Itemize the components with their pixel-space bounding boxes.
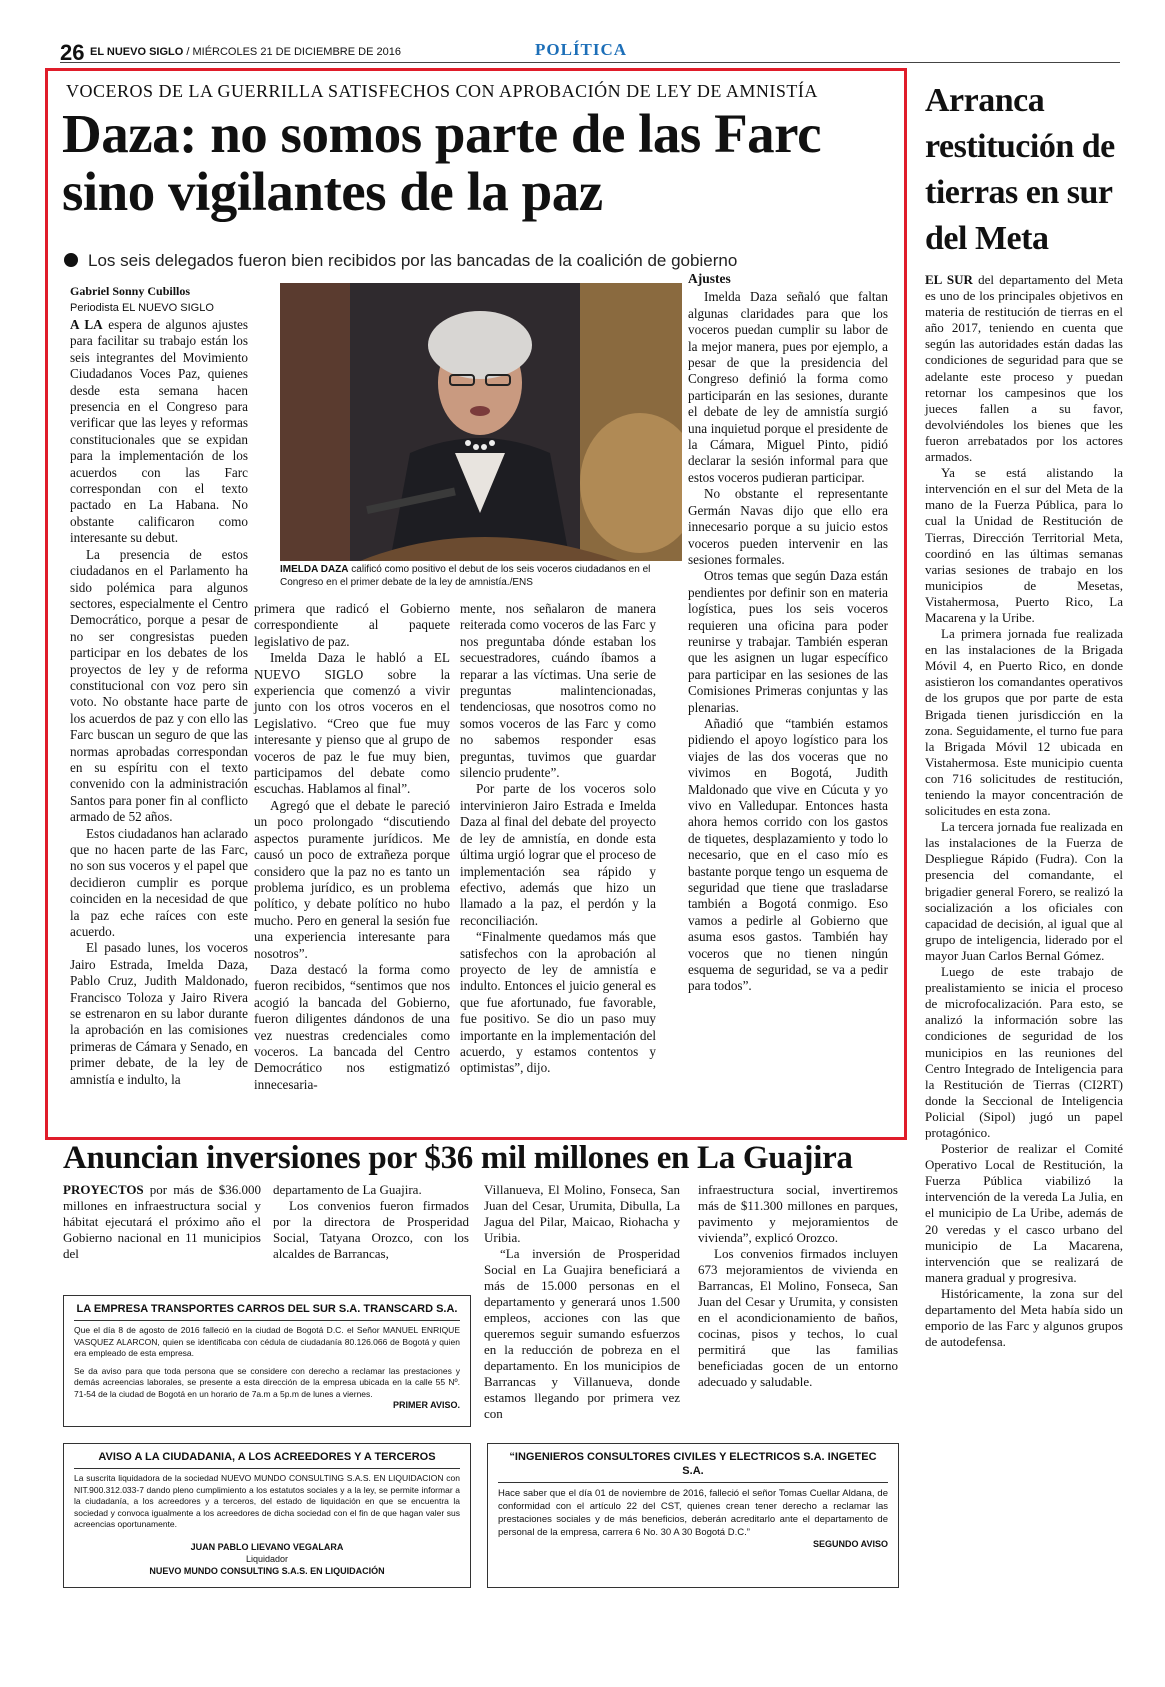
paragraph-text: espera de algunos ajustes para facilitar su trabajo están los seis integrantes del Movimiento Ciudadanos Voces Paz, quienes desde esta semana hacen presencia en el Congreso para verificar que las leyes y reformas constitucionales que se expidan para la implementación de los acuerdos con las Farc correspondan con el texto pactado en La Habana. No obstante calificaron como interesante su debut. <box>70 317 248 546</box>
drop-lead: A LA <box>70 317 103 332</box>
notice-ad-nuevo-mundo <box>63 1443 471 1588</box>
header-rule <box>60 62 1120 63</box>
article-column-2 <box>254 601 450 1093</box>
ad-body: Se da aviso para que toda persona que se considere con derecho a reclamar las prestaciones y demás acreencias laborales, se presente a esta dirección de la empresa ubicada en la calle 55 Nº. 71-54 de la ciudad de Bogotá en un horario de 7a.m a 5p.m de lunes a viernes. <box>74 1365 460 1399</box>
ad-signatory: JUAN PABLO LIEVANO VEGALARA <box>190 1541 344 1552</box>
paragraph: Ya se está alistando la intervención en el sur del Meta de la mano de la Fuerza Pública, para lo cual la Unidad de Restitución de Tierras, Dirección Territorial Meta, coordinó en las últimas semanas varias sesiones de trabajo en los municipios de Mesetas, Vistahermosa, Puerto Rico, La Macarena y la Uribe. <box>925 465 1123 625</box>
paragraph: primera que radicó el Gobierno correspondiente al paquete legislativo de paz. <box>254 601 450 649</box>
paragraph <box>925 272 1123 465</box>
paragraph: Estos ciudadanos han aclarado que no hacen parte de las Farc, no son sus voceros y el papel que decidieron cumplir es porque coinciden en la necesidad de que la paz eche raíces con este acuerdo. <box>70 825 248 940</box>
paragraph <box>63 1182 261 1262</box>
paragraph: infraestructura social, invertiremos más de $11.300 millones en parques, pavimento y mejoramientos de vivienda”, explicó Orozco. <box>698 1182 898 1245</box>
sidebar-headline: Arranca restitución de tierras en sur del Meta <box>925 82 1115 257</box>
article-kicker: VOCEROS DE LA GUERRILLA SATISFECHOS CON APROBACIÓN DE LEY DE AMNISTÍA <box>66 81 818 101</box>
byline <box>70 284 214 314</box>
photo-illustration <box>280 283 682 561</box>
paragraph <box>70 317 248 547</box>
divider <box>74 1468 460 1469</box>
paragraph: Otros temas que según Daza están pendientes por definir son en materia logística, pues los seis voceros requieren una oficina para poder reunirse y trabajar. También esperan que les asignen un lugar específico para participar en las sesiones de las Comisiones Primeras conjuntas y las plenarias. <box>688 568 888 715</box>
page-header <box>60 38 1120 64</box>
drop-lead: PROYECTOS <box>63 1182 144 1197</box>
notice-ad-transcard <box>63 1295 471 1427</box>
subhead-text: Los seis delegados fueron bien recibidos por las bancadas de la coalición de gobierno <box>88 251 738 270</box>
paragraph: Imelda Daza señaló que faltan algunas claridades para que los voceros puedan cumplir su labor de la mejor manera, pues por ejemplo, a pesar de que la presidencia del Congreso definió la forma como participarán en las sesiones, durante el debate de ley de amnistía surgió una inquietud porque el presidente de la Cámara, Miguel Pinto, pidió declarar la sesión informal para que estos voceros pudieran participar. <box>688 289 888 485</box>
bullet-icon <box>64 253 78 267</box>
ad-signatory-role: Liquidador <box>245 1553 289 1564</box>
paragraph: La tercera jornada fue realizada en las instalaciones de la Fuerza de Despliegue Rápido (Fudra). Con la presencia del comandante, el brigadier general Forero, se realizó la socialización a los oficiales con capacidad de decisión, al igual que al grupo de inteligencia, liderado por el mayor Juan Carlos Bernal Gómez. <box>925 819 1123 963</box>
paragraph: Luego de este trabajo de prealistamiento se inicia el proceso de microfocalización. Para esto, se analizó la información sobre las condiciones de seguridad de los municipios en las reuniones del Centro Integrado de Inteligencia para la Restitución de Tierras (CI2RT) donde la Seccional de Inteligencia Policial (Sipol) jugó un papel protagónico. <box>925 964 1123 1140</box>
ad-title: AVISO A LA CIUDADANIA, A LOS ACREEDORES Y A TERCEROS <box>98 1451 436 1463</box>
paragraph-text: del departamento del Meta es uno de los principales objetivos en materia de restitución de tierras en el año 2017, teniendo en cuenta que según las autoridades están dadas las condiciones de seguridad para que se adelante este proceso y puedan retornar los campesinos que los jueces fallen a su favor, devolviéndoles los bienes que les fueron arrebatados por los actores armados. <box>925 272 1123 465</box>
section-label: POLÍTICA <box>535 40 628 59</box>
paragraph: Agregó que el debate le pareció un poco prolongado “discutiendo aspectos puramente jurídicos. Me causó un poco de extrañeza porque considero que la paz no es tanto un problema jurídico, es un problema político, y debate político no hubo mucho. Pero en general la sesión fue una experiencia interesante para nosotros”. <box>254 797 450 961</box>
main-article <box>45 68 907 1140</box>
sidebar-article <box>925 272 1123 1350</box>
paragraph: mente, nos señalaron de manera reiterada como voceros de las Farc y nos preguntaba dónde estaban los secuestradores, cuándo íbamos a reparar a las víctimas. Una serie de preguntas malintencionadas, tendenciosas, que nosotros como no somos voceros de las Farc y como no sabemos responder esas preguntas, tuvimos que guardar silencio prudente”. <box>460 601 656 781</box>
ad-notice-label: SEGUNDO AVISO <box>812 1539 888 1549</box>
paragraph: El pasado lunes, los voceros Jairo Estrada, Imelda Daza, Pablo Cruz, Judith Maldonado, Francisco Toloza y Jairo Rivera se estrenaron en su labor durante la aprobación en las comisiones primeras de Cámara y Senado, en primer debate, de la ley de amnistía e indulto, la <box>70 940 248 1087</box>
ad-body: Hace saber que el día 01 de noviembre de 2016, falleció el señor Tomas Cuellar Aldana, de conformidad con el artículo 22 del CST, quienes crean tener derecho a reclamar las prestaciones sociales y de más beneficios, deberán acreditarlo ante el departamento de personal de la empresa, carrera 6 No. 30 A 30 Bogotá D.C.” <box>498 1488 888 1538</box>
drop-lead: EL SUR <box>925 272 973 287</box>
article2-headline: Anuncian inversiones por $36 mil millones en La Guajira <box>63 1140 853 1176</box>
ad-notice-label: PRIMER AVISO. <box>392 1400 460 1410</box>
paragraph: Históricamente, la zona sur del departamento del Meta había sido un emporio de las Farc y algunos grupos de autodefensa. <box>925 1285 1123 1350</box>
article2-column-3 <box>484 1182 680 1422</box>
divider <box>74 1320 460 1321</box>
article-column-1 <box>70 317 248 1088</box>
ad-company: NUEVO MUNDO CONSULTING S.A.S. EN LIQUIDACIÓN <box>149 1565 385 1576</box>
notice-ad-ingetec <box>487 1443 899 1588</box>
paper-name: EL NUEVO SIGLO <box>90 46 184 58</box>
article-column-3 <box>460 601 656 1077</box>
caption-text: calificó como positivo el debut de los seis voceros ciudadanos en el Congreso en el primer debate de la ley de amnistía./ENS <box>280 564 651 588</box>
subsection-title: Ajustes <box>688 271 731 286</box>
paragraph: Imelda Daza le habló a EL NUEVO SIGLO sobre la experiencia que comenzó a vivir junto con los otros voceros en el Legislativo. “Creo que fue muy interesante y pienso que al grupo de voceros de paz le fue muy bien, participamos del debate como escuchas. Hablamos al final”. <box>254 650 450 797</box>
issue-date: / MIÉRCOLES 21 DE DICIEMBRE DE 2016 <box>183 46 401 58</box>
divider <box>498 1482 888 1483</box>
paragraph: “La inversión de Prosperidad Social en La Guajira beneficiará a más de 15.000 personas en el departamento y generará unos 1.500 empleos, acciones con las que queremos seguir sumando esfuerzos en la reducción de pobreza en el departamento. En los municipios de Barrancas y Villanueva, donde estamos llegando por primera vez con <box>484 1246 680 1421</box>
paragraph: Daza destacó la forma como fueron recibidos, “sentimos que nos acogió la bancada del Gobierno, fueron diligentes dándonos de una vez nuestras credenciales como voceros. La bancada del Centro Democrático nos estigmatizó innecesaria- <box>254 961 450 1092</box>
article2-column-4 <box>698 1182 898 1390</box>
paragraph: Por parte de los voceros solo intervinieron Jairo Estrada e Imelda Daza al final del debate del proyecto de ley de amnistía, en donde esta última urgió lograr que el proceso de implementación sea rápido y efectivo, además que hizo un llamado a la paz, el perdón y la reconciliación. <box>460 781 656 928</box>
ad-title: “INGENIEROS CONSULTORES CIVILES Y ELECTRICOS S.A. INGETEC S.A. <box>509 1451 877 1477</box>
paragraph: Los convenios firmados incluyen 673 mejoramientos de vivienda en Barrancas, El Molino, Fonseca, San Juan del Cesar y Urumita, y consisten en el acondicionamiento de baños, cocinas, pisos y techos, lo cual permitirá que las familias beneficiadas gocen de un entorno adecuado y saludable. <box>698 1246 898 1389</box>
paragraph: No obstante el representante Germán Navas dijo que ello era innecesario porque a su juicio estos voceros pueden intervenir en las sesiones formales. <box>688 486 888 567</box>
paragraph: departamento de La Guajira. <box>273 1182 422 1197</box>
caption-name: IMELDA DAZA <box>280 564 349 575</box>
photo-caption <box>280 563 680 589</box>
article-column-4 <box>688 271 888 995</box>
article-photo <box>280 283 682 561</box>
page-number: 26 <box>60 40 85 65</box>
paragraph: “Finalmente quedamos más que satisfechos con la aprobación al proyecto de ley de amnistía e indulto. Entonces el juicio general es que fue afortunado, fue favorable, fue positivo. Se dio un paso muy importante en la implementación del acuerdo, y estamos contentos y optimistas”, dijo. <box>460 929 656 1076</box>
article-subhead <box>64 251 737 271</box>
paragraph: Villanueva, El Molino, Fonseca, San Juan del Cesar, Urumita, Dibulla, La Jagua del Pilar, Maicao, Riohacha y Uribia. <box>484 1182 680 1245</box>
paragraph: Los convenios fueron firmados por la directora de Prosperidad Social, Tatyana Orozco, con los alcaldes de Barrancas, <box>273 1198 469 1261</box>
author-role: Periodista EL NUEVO SIGLO <box>70 302 214 314</box>
article2-column-2 <box>273 1182 469 1262</box>
author-name: Gabriel Sonny Cubillos <box>70 284 191 298</box>
ad-title: LA EMPRESA TRANSPORTES CARROS DEL SUR S.A. TRANSCARD S.A. <box>76 1303 458 1315</box>
paragraph: Añadió que “también estamos pidiendo el apoyo logístico para los viajes de las dos voceras que no vivimos en Bogotá, Judith Maldonado que vive en Cúcuta y yo vivo en Valledupar. Entonces hasta ahora hemos corrido con los gastos de tiquetes, desplazamiento y todo lo necesario, que en el caso mío es bastante porque tengo un esquema de seguridad que tiene que trasladarse también a Bogotá conmigo. Eso vamos a pedirle al Gobierno que asuma esos gastos. También hay voceros que no tienen ningún esquema de seguridad, se va a pedir para todos”. <box>688 715 888 994</box>
paragraph-text: por más de $36.000 millones en infraestructura social y hábitat ejecutará el próximo año el Gobierno nacional en 11 municipios del <box>63 1182 261 1261</box>
masthead <box>90 46 401 58</box>
paragraph: La primera jornada fue realizada en las instalaciones de la Brigada Móvil 4, en Puerto Rico, en donde asistieron los comandantes operativos de los grupos que por parte de esta Brigada tienen jurisdicción en la zona. Seguidamente, el turno fue para la Brigada Móvil 12 ubicada en Vistahermosa. Este municipio cuenta con 716 solicitudes de restitución, teniendo la mayor concentración de solicitudes en esta zona. <box>925 626 1123 819</box>
paragraph: Posterior de realizar el Comité Operativo Local de Restitución, la Fuerza Pública viabilizó la intervención de la vereda La Julia, en el municipio de La Uribe, además de 20 veredas y el casco urbano del municipio de La Macarena, intervención que se realizará de manera gradual y progresiva. <box>925 1141 1123 1285</box>
ad-body: La suscrita liquidadora de la sociedad NUEVO MUNDO CONSULTING S.A.S. EN LIQUIDACION con NIT.900.312.033-7 dando pleno cumplimiento a los estatutos sociales y a la ley, se permite informar a la ciudadanía, a los acreedores y a terceros, del estado de liquidación en que se encuentra la sociedad y convoca igualmente a los acreedores de dicha sociedad con el fin de que hagan valer sus acreencias oportunamente. <box>74 1473 460 1529</box>
article2-column-1 <box>63 1182 261 1262</box>
paragraph: La presencia de estos ciudadanos en el Parlamento ha sido polémica para algunos sectores, especialmente el Centro Democrático, porque a pesar de no ser congresistas pueden participar en los debates de los proyectos de ley y de reforma constitucional con voz pero sin voto. No obstante hace parte de los acuerdos de paz y con ello las Farc buscan un seguro de que las normas aprobadas correspondan en su espíritu con el texto convenido con la administración Santos para poner fin al conflicto armado de 52 años. <box>70 546 248 825</box>
ad-body: Que el día 8 de agosto de 2016 falleció en la ciudad de Bogotá D.C. el Señor MANUEL ENRIQUE VASQUEZ ALARCON, quien se identificaba con cédula de ciudadanía 80.126.066 de Bogotá y quien era empleado de esta empresa. <box>74 1325 460 1358</box>
article-headline: Daza: no somos parte de las Farc sino vigilantes de la paz <box>62 103 821 222</box>
